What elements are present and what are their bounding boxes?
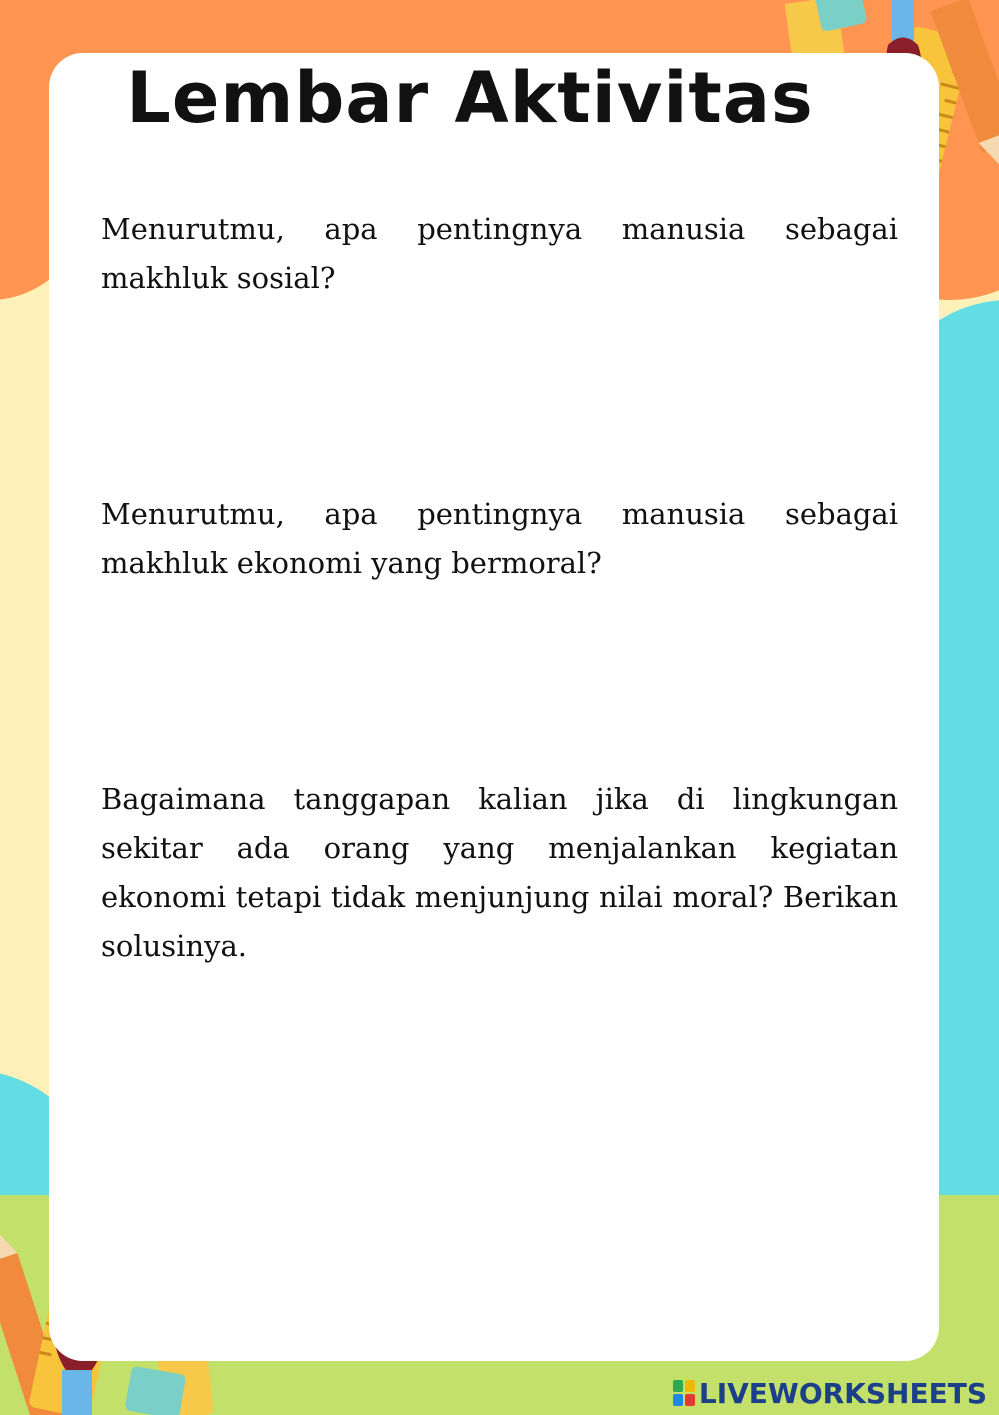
liveworksheets-watermark[interactable]	[673, 1377, 987, 1409]
sharpener-icon	[815, 0, 868, 32]
question-1: Menurutmu, apa pentingnya manusia sebagai makhluk sosial?	[101, 212, 898, 295]
liveworksheets-logo-icon	[673, 1380, 695, 1406]
question-3: Bagaimana tanggapan kalian jika di lingkungan sekitar ada orang yang menjalankan kegiatan ekonomi tetapi tidak menjunjung nilai moral? Berikan solusinya.	[101, 782, 898, 963]
page-title: Lembar Aktivitas	[126, 57, 814, 139]
question-2: Menurutmu, apa pentingnya manusia sebagai makhluk ekonomi yang bermoral?	[101, 497, 898, 580]
watermark-text: LIVEWORKSHEETS	[698, 1376, 987, 1410]
